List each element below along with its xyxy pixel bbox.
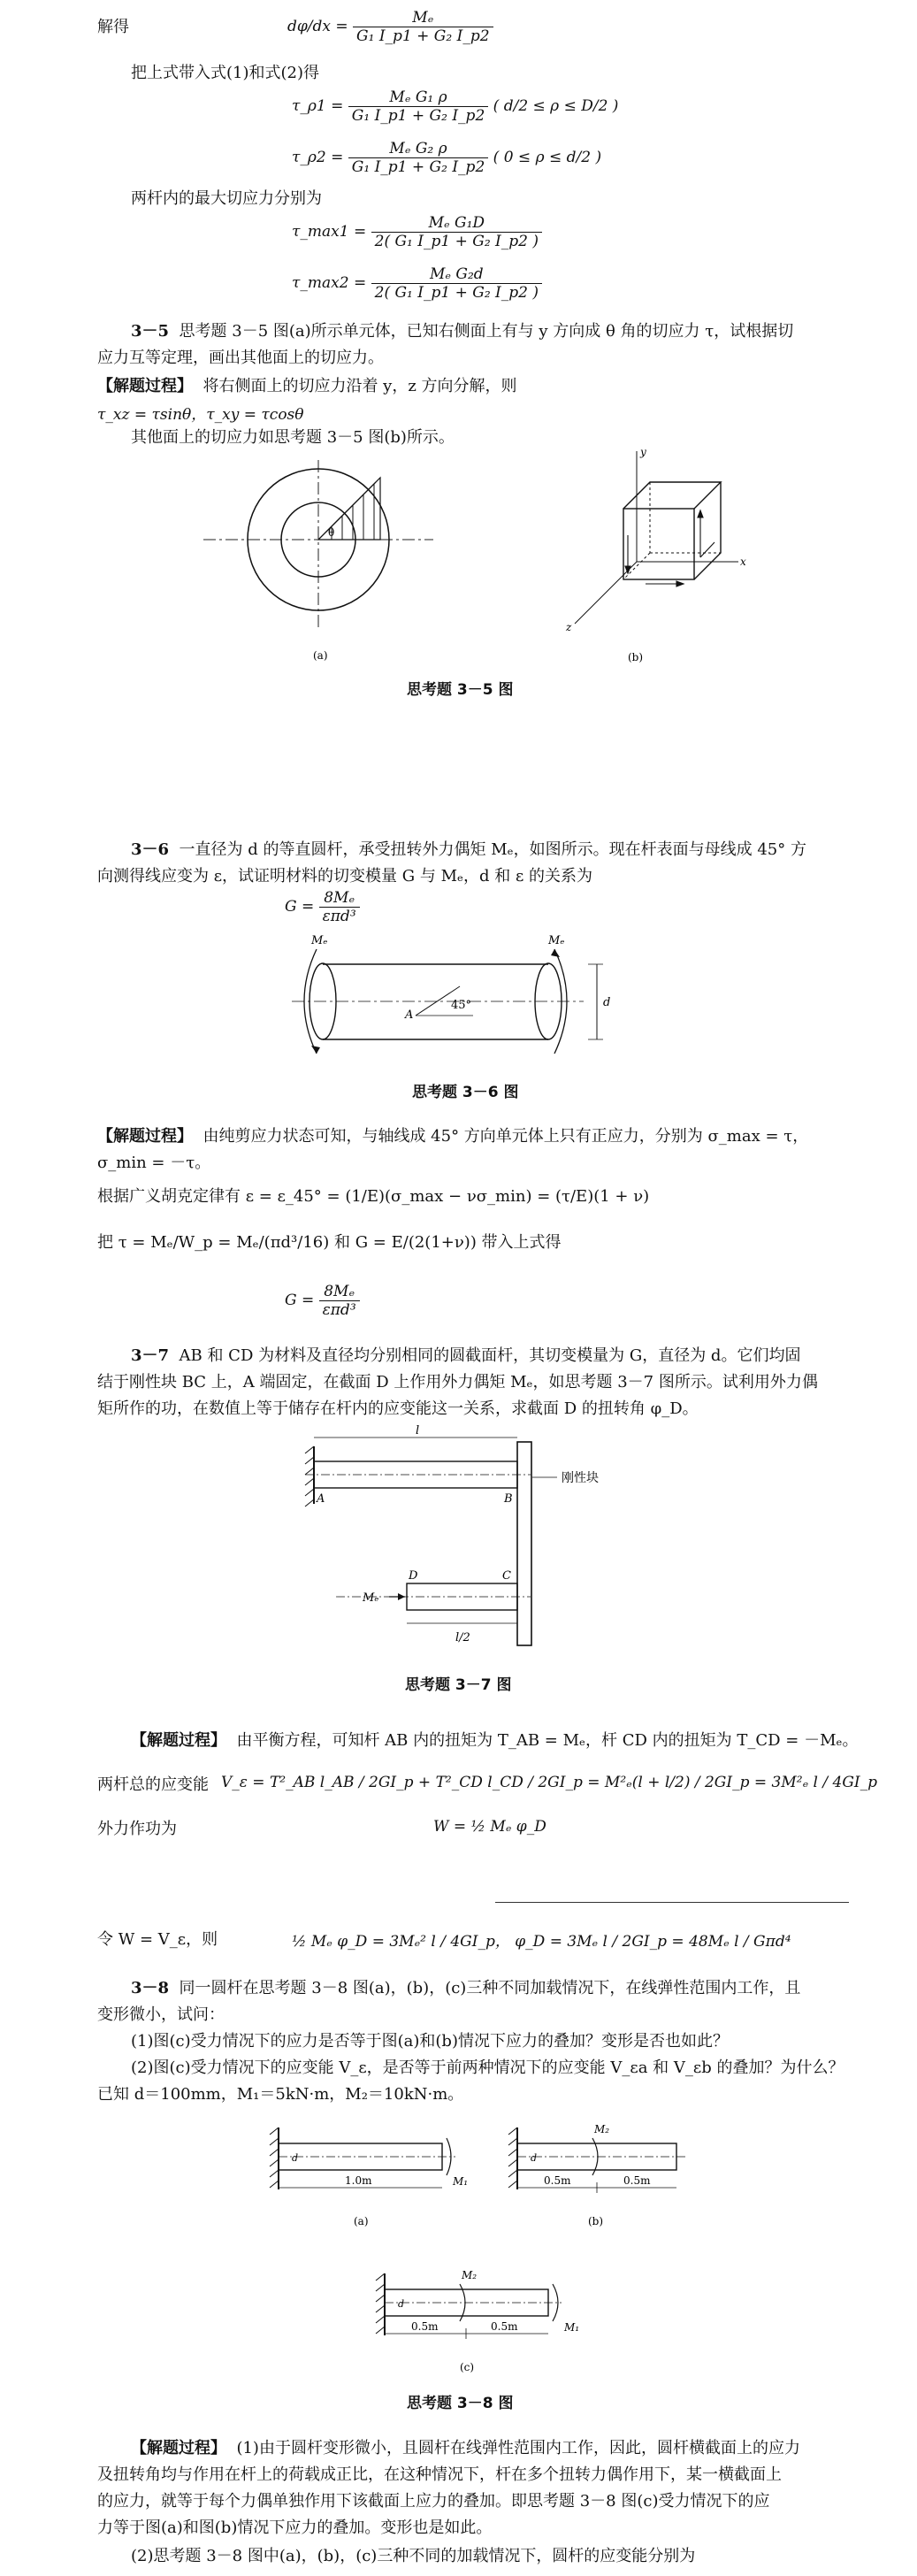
q38-sol-line1: [131, 2437, 800, 2460]
fig38a: [265, 2119, 478, 2234]
tmax1-num: Mₑ G₁D: [371, 214, 542, 233]
fig36-d-label: d: [603, 996, 611, 1009]
q36-sub: 把 τ = Mₑ/W_p = Mₑ/(πd³/16) 和 G = E/(2(1+ν)) 带入上式得: [97, 1233, 562, 1252]
q36-sol-text2: σ_min = －τ。: [97, 1154, 211, 1172]
fig37-B: B: [504, 1492, 513, 1506]
q36-sol-label: 【解题过程】: [97, 1127, 193, 1146]
tmax2-num: Mₑ G₂d: [371, 265, 542, 284]
fig36-45-label: 45°: [451, 999, 472, 1012]
fig35b-stress-arrows: [625, 510, 714, 586]
q36-text2: 向测得线应变为 ε，试证明材料的切变模量 G 与 Mₑ，d 和 ε 的关系为: [97, 867, 593, 886]
fig35b-z-label: z: [566, 621, 572, 633]
q38-q2: (2)图(c)受力情况下的应变能 V_ε，是否等于前两种情况下的应变能 V_εa 和 V_εb 的叠加？为什么？: [131, 2058, 844, 2077]
fig38b: [504, 2110, 707, 2234]
tmax1-lhs: τ_max1 =: [292, 223, 367, 241]
tau2-den: G₁ I_p1 + G₂ I_p2: [351, 158, 485, 176]
q36-line1: [131, 839, 806, 862]
q35-number: 3－5: [131, 322, 170, 341]
q37-work-label: 外力作功为: [97, 1820, 177, 1838]
q36-G2-den: επd³: [322, 1301, 356, 1319]
q38-given: 已知 d＝100mm，M₁＝5kN·m，M₂＝10kN·m。: [97, 2085, 464, 2104]
q36-G2-eq: [285, 1283, 360, 1319]
q38-q1: (1)图(c)受力情况下的应力是否等于图(a)和(b)情况下应力的叠加？变形是否也如此？: [131, 2032, 729, 2051]
q36-G-num: 8Mₑ: [319, 889, 360, 908]
eq-dphi-lhs: dφ/dx =: [287, 18, 348, 35]
fig38c-label: (c): [460, 2361, 475, 2373]
fig37-rigid-block: [517, 1442, 531, 1645]
q37-text1: AB 和 CD 为材料及直径均分别相同的圆截面杆，其切变模量为 G，直径为 d。它们均固: [179, 1346, 801, 1365]
q38-text1: 同一圆杆在思考题 3－8 图(a)，(b)，(c)三种不同加载情况下，在线弹性范围内工作，且: [179, 1979, 801, 1997]
fig38c-len2: 0.5m: [491, 2320, 518, 2333]
fig35a-hatch: [332, 484, 374, 540]
tau1-lhs: τ_ρ1 =: [292, 97, 344, 115]
q38-sol-text4: 力等于图(a)和图(b)情况下应力的叠加。变形也是如此。: [97, 2518, 493, 2537]
q35-sol-label: 【解题过程】: [97, 377, 193, 395]
q37-energy-eq: V_ε = T²_AB l_AB / 2GI_p + T²_CD l_CD / 2GI_p = M²ₑ(l + l/2) / 2GI_p = 3M²ₑ l / 4GI_p: [221, 1774, 878, 1791]
q37-let: 令 W = V_ε，则: [97, 1930, 218, 1949]
fig38c-d: d: [398, 2298, 405, 2310]
fig36: [292, 933, 646, 1075]
q37-sol-label: 【解题过程】: [131, 1731, 226, 1750]
fig36-Me-right: Mₑ: [548, 934, 565, 947]
q38-number: 3－8: [131, 1979, 170, 1997]
fig38c-M2: M₂: [462, 2269, 478, 2281]
q37-text2: 结于刚性块 BC 上，A 端固定，在截面 D 上作用外力偶矩 Mₑ，如思考题 3－7 图所示。试利用外力偶: [97, 1373, 818, 1392]
q35-sol-text: 将右侧面上的切应力沿着 y，z 方向分解，则: [203, 377, 517, 395]
tau2-num: Mₑ G₂ ρ: [348, 140, 488, 158]
fig35a-radius: [318, 482, 376, 540]
fig38b-len1: 0.5m: [544, 2174, 571, 2187]
eq-tau1: [292, 88, 618, 125]
fig37-l-label: l: [416, 1424, 420, 1438]
q36-G2-num: 8Mₑ: [319, 1283, 360, 1301]
fig35b-x-label: x: [740, 556, 746, 568]
fig36-A-label: A: [405, 1008, 414, 1022]
q38-sol-text5: (2)思考题 3－8 图中(a)，(b)，(c)三种不同的加载情况下，圆杆的应变能分别为: [131, 2547, 696, 2565]
q38-sol-text3: 的应力，就等于每个力偶单独作用下该截面上应力的叠加。即思考题 3－8 图(c)受力情况下的应: [97, 2492, 770, 2511]
fig38a-len: 1.0m: [345, 2174, 372, 2187]
fig38a-label: (a): [354, 2215, 369, 2227]
fig38b-label: (b): [588, 2215, 604, 2227]
q36-G-den: επd³: [322, 908, 356, 925]
fig37-half-label: l/2: [455, 1631, 470, 1644]
q38-sol-text1: (1)由于圆杆变形微小，且圆杆在线弹性范围内工作，因此，圆杆横截面上的应力: [236, 2439, 800, 2457]
q35-text2: 应力互等定理，画出其他面上的切应力。: [97, 349, 384, 367]
q37-work-eq: W = ½ Mₑ φ_D: [433, 1818, 546, 1836]
tau1-num: Mₑ G₁ ρ: [348, 88, 488, 107]
q35-other: 其他面上的切应力如思考题 3－5 图(b)所示。: [131, 428, 455, 447]
fig37-caption: 思考题 3－7 图: [405, 1676, 512, 1694]
fig37-Me: Mₑ: [363, 1591, 379, 1605]
fig38b-len2: 0.5m: [623, 2174, 651, 2187]
fig38a-d: d: [292, 2152, 299, 2164]
fig35a: [203, 460, 451, 663]
q35-sol-line: [97, 375, 517, 398]
q35-line1: [131, 320, 793, 343]
q37-energy-label: 两杆总的应变能: [97, 1775, 209, 1794]
fig38a-M1: M₁: [453, 2175, 469, 2188]
q36-G2-lhs: G =: [285, 1292, 315, 1309]
q38-text2: 变形微小，试问：: [97, 2005, 225, 2024]
fig35b-label: (b): [628, 651, 644, 663]
q37-text3: 矩所作的功，在数值上等于储存在杆内的应变能这一关系，求截面 D 的扭转角 φ_D。: [97, 1399, 699, 1418]
fig37: [301, 1424, 672, 1654]
eq-tmax2: [292, 265, 542, 302]
eq-dphi-num: Mₑ: [353, 9, 493, 27]
tau2-lhs: τ_ρ2 =: [292, 149, 344, 166]
fig37-rigid-label: 刚性块: [562, 1471, 599, 1485]
fig37-wall-hatch: [305, 1446, 314, 1506]
eq-dphi-den: G₁ I_p1 + G₂ I_p2: [356, 27, 490, 45]
q38-sol-label: 【解题过程】: [131, 2439, 226, 2457]
fig38-caption: 思考题 3－8 图: [407, 2395, 514, 2412]
q37-number: 3－7: [131, 1346, 170, 1365]
jiede-label: 解得: [97, 18, 129, 36]
fig37-D: D: [409, 1569, 418, 1583]
fig38b-d: d: [531, 2152, 538, 2164]
q36-sol-text1: 由纯剪应力状态可知，与轴线成 45° 方向单元体上只有正应力，分别为 σ_max = τ，: [203, 1127, 809, 1146]
tmax2-lhs: τ_max2 =: [292, 274, 367, 292]
eq-tmax1: [292, 214, 542, 250]
q35-eq: τ_xz = τsinθ，τ_xy = τcosθ: [97, 406, 304, 424]
tmax1-den: 2( G₁ I_p1 + G₂ I_p2 ): [374, 233, 539, 250]
q35-text1: 思考题 3－5 图(a)所示单元体，已知右侧面上有与 y 方向成 θ 角的切应力 τ，试根据切: [179, 322, 794, 341]
fig35-caption: 思考题 3－5 图: [407, 681, 514, 699]
q36-text1: 一直径为 d 的等直圆杆，承受扭转外力偶矩 Mₑ，如图所示。现在杆表面与母线成 45° 方: [179, 840, 806, 859]
fig36-Me-left: Mₑ: [311, 934, 328, 947]
substitute-text: 把上式带入式(1)和式(2)得: [131, 64, 319, 82]
fig38c-len1: 0.5m: [411, 2320, 439, 2333]
max-stress-text: 两杆内的最大切应力分别为: [131, 189, 322, 208]
fig36-caption: 思考题 3－6 图: [412, 1084, 519, 1101]
tmax2-den: 2( G₁ I_p1 + G₂ I_p2 ): [374, 284, 539, 302]
q36-G-eq: [285, 889, 360, 925]
fig35a-angle: θ: [328, 526, 335, 539]
tau1-range: ( d/2 ≤ ρ ≤ D/2 ): [493, 97, 619, 115]
fig38c-M1: M₁: [564, 2321, 580, 2334]
tau1-den: G₁ I_p1 + G₂ I_p2: [351, 107, 485, 125]
q36-sol-line1: [97, 1125, 808, 1148]
q36-number: 3－6: [131, 840, 170, 859]
fig35b: [539, 447, 760, 663]
eq-tau2: [292, 140, 601, 176]
q36-hooke: 根据广义胡克定律有 ε = ε_45° = (1/E)(σ_max − νσ_min) = (τ/E)(1 + ν): [97, 1187, 650, 1206]
fig35b-y-label: y: [640, 446, 646, 458]
q37-result: ½ Mₑ φ_D = 3Mₑ² l / 4GI_p， φ_D = 3Mₑ l / 2GI_p = 48Mₑ l / Gπd⁴: [292, 1933, 791, 1951]
fig35a-label: (a): [313, 649, 328, 662]
divider-line: [495, 1902, 849, 1903]
eq-dphi-dx: [287, 9, 493, 45]
q38-sol-text2: 及扭转角均与作用在杆上的荷载成正比，在这种情况下，杆在多个扭转力偶作用下，某一横截面上: [97, 2465, 782, 2484]
q37-line1: [131, 1345, 800, 1368]
tau2-range: ( 0 ≤ ρ ≤ d/2 ): [493, 149, 602, 166]
fig37-A: A: [317, 1492, 325, 1506]
fig38b-M2: M₂: [594, 2123, 610, 2135]
q37-sol-text: 由平衡方程，可知杆 AB 内的扭矩为 T_AB = Mₑ，杆 CD 内的扭矩为 T_CD = －Mₑ。: [236, 1731, 859, 1750]
q38-line1: [131, 1977, 800, 2000]
q36-G-lhs: G =: [285, 898, 315, 916]
fig37-C: C: [502, 1569, 511, 1583]
fig38c: [371, 2256, 601, 2380]
q37-sol-line: [131, 1729, 859, 1752]
